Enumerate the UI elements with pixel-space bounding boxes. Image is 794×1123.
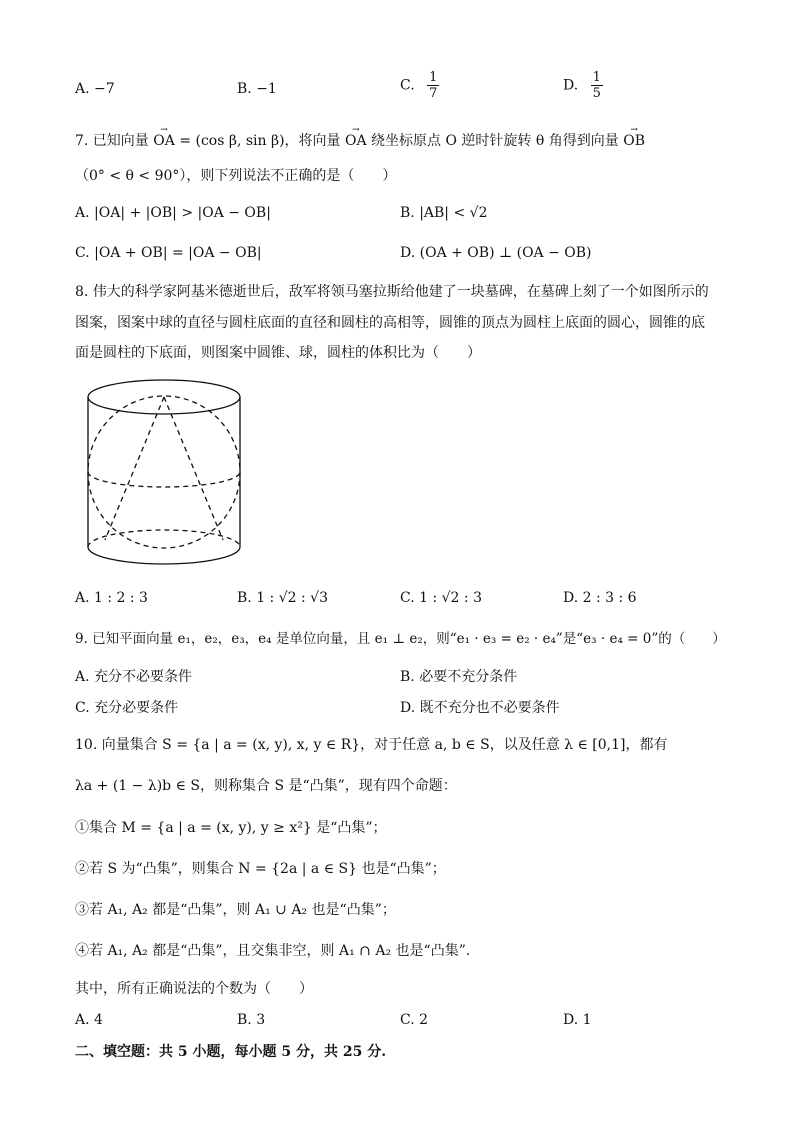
- q7-option-c: C. |OA + OB| = |OA − OB|: [75, 245, 262, 261]
- cylinder-sphere-cone-figure: [80, 375, 250, 575]
- q10-stem-line-2: λa + (1 − λ)b ∈ S，则称集合 S 是“凸集”，现有四个命题：: [75, 778, 457, 794]
- cone-left-edge: [105, 397, 164, 540]
- q7-text-a: 7. 已知向量: [75, 133, 149, 149]
- q10-proposition-1: ①集合 M = {a | a = (x, y), y ≥ x²} 是“凸集”；: [75, 820, 387, 836]
- q8-stem-line-2: 图案，图案中球的直径与圆柱底面的直径和圆柱的高相等，圆锥的顶点为圆柱上底面的圆心，圆锥的底: [75, 315, 705, 331]
- q10-question: 其中，所有正确说法的个数为（ ）: [75, 981, 313, 997]
- q6-option-b: B. −1: [237, 81, 277, 97]
- q6-c-denominator: 7: [429, 86, 438, 101]
- q6-option-d-label: D.: [563, 77, 579, 94]
- q8-option-c: C. 1 : √2 : 3: [400, 590, 482, 606]
- q10-option-b: B. 3: [237, 1012, 266, 1028]
- q8-option-d: D. 2 : 3 : 6: [563, 590, 637, 606]
- cylinder-bottom-front-arc: [88, 547, 240, 564]
- q8-option-b: B. 1 : √2 : √3: [237, 590, 328, 606]
- q9-stem: 9. 已知平面向量 e₁，e₂，e₃，e₄ 是单位向量，且 e₁ ⊥ e₂，则“e₁ · e₃ = e₂ · e₄”是“e₃ · e₄ = 0”的（ ）: [75, 631, 726, 647]
- q6-option-a: A. −7: [75, 81, 115, 97]
- q6-d-numerator: 1: [592, 70, 601, 85]
- q8-stem-line-3: 面是圆柱的下底面，则图案中圆锥、球，圆柱的体积比为（ ）: [75, 345, 481, 361]
- q6-d-denominator: 5: [592, 86, 601, 101]
- q8-stem-line-1: 8. 伟大的科学家阿基米德逝世后，敌军将领马塞拉斯给他建了一块墓碑，在墓碑上刻了一个如图所示的: [75, 284, 709, 300]
- q6-option-d: [563, 70, 603, 101]
- q6-option-c-fraction: [427, 70, 439, 101]
- cone-right-edge: [164, 397, 223, 540]
- q6-option-d-fraction: [591, 70, 603, 101]
- q7-option-b: B. |AB| < √2: [400, 205, 488, 221]
- section-heading: 二、填空题：共 5 小题，每小题 5 分，共 25 分.: [75, 1044, 387, 1060]
- q9-option-c: C. 充分必要条件: [75, 700, 179, 716]
- q10-proposition-3: ③若 A₁, A₂ 都是“凸集”，则 A₁ ∪ A₂ 也是“凸集”；: [75, 902, 396, 918]
- q7-vector-oa-2: → OA: [345, 131, 367, 151]
- q8-option-a: A. 1 : 2 : 3: [75, 590, 148, 606]
- q10-option-c: C. 2: [400, 1012, 429, 1028]
- sphere-equator-arc: [88, 472, 240, 487]
- q9-option-a: A. 充分不必要条件: [75, 669, 193, 685]
- q10-proposition-2: ②若 S 为“凸集”，则集合 N = {2a | a ∈ S} 也是“凸集”；: [75, 861, 446, 877]
- q7-option-d: D. (OA + OB) ⊥ (OA − OB): [400, 245, 592, 261]
- q10-option-d: D. 1: [563, 1012, 592, 1028]
- q9-option-d: D. 既不充分也不必要条件: [400, 700, 560, 716]
- q10-proposition-4: ④若 A₁, A₂ 都是“凸集”，且交集非空，则 A₁ ∩ A₂ 也是“凸集”.: [75, 943, 471, 959]
- q7-text-c: 绕坐标原点 O 逆时针旋转 θ 角得到向量: [371, 133, 619, 149]
- q7-stem-line-2: （0° < θ < 90°），则下列说法不正确的是（ ）: [75, 168, 397, 184]
- q10-option-a: A. 4: [75, 1012, 103, 1028]
- q7-vector-ob: → OB: [623, 131, 645, 151]
- q7-vector-oa: → OA: [153, 131, 175, 151]
- q9-option-b: B. 必要不充分条件: [400, 669, 518, 685]
- cylinder-bottom-back-arc: [88, 530, 240, 547]
- q7-option-a: A. |OA| + |OB| > |OA − OB|: [75, 205, 271, 221]
- q7-text-b: = (cos β, sin β)，将向量: [179, 133, 341, 149]
- q6-option-c-label: C.: [400, 77, 415, 94]
- q6-option-c: [400, 70, 439, 101]
- q7-stem-line-1: [75, 131, 645, 151]
- q6-c-numerator: 1: [429, 70, 438, 85]
- q10-stem-line-1: 10. 向量集合 S = {a | a = (x, y), x, y ∈ R}，对于任意 a, b ∈ S，以及任意 λ ∈ [0,1]，都有: [75, 737, 668, 753]
